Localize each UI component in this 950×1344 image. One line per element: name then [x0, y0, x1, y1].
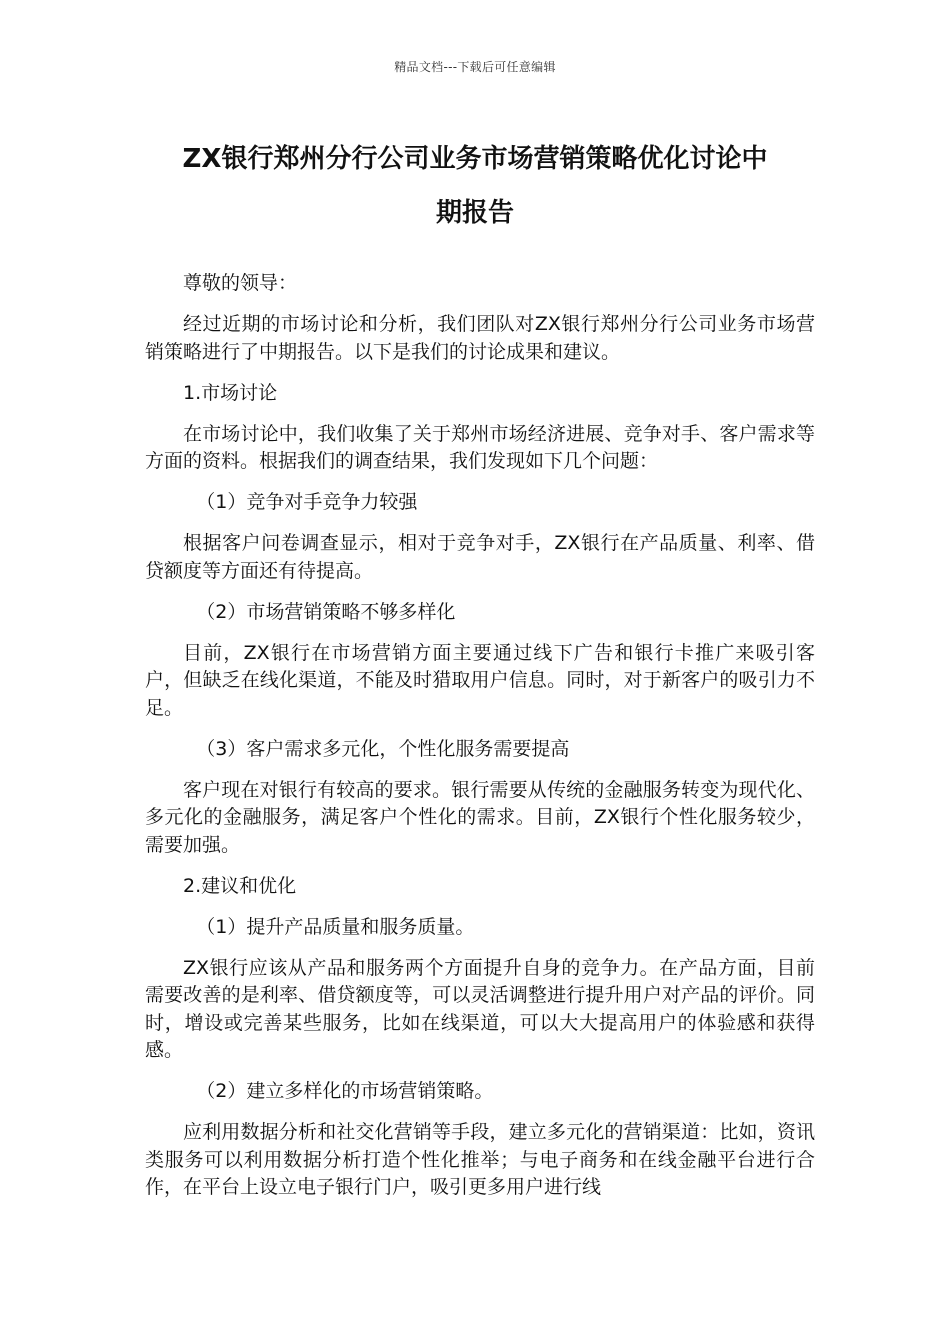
salutation: 尊敬的领导：	[183, 272, 298, 294]
section-heading-suggestions: 2.建议和优化	[183, 874, 297, 897]
quality-paragraph: ZX银行应该从产品和服务两个方面提升自身的竞争力。在产品方面，目前需要改善的是利率、借贷额度等，可以灵活调整进行提升用户对产品的评价。同时，增设或完善某些服务，比如在线渠道，可以大大提高用户的体验感和获得感。	[145, 956, 815, 1061]
subheading-diversified-marketing: （2）建立多样化的市场营销策略。	[196, 1080, 494, 1102]
intro-paragraph: 经过近期的市场讨论和分析，我们团队对ZX银行郑州分行公司业务市场营销策略进行了中期报告。以下是我们的讨论成果和建议。	[145, 313, 815, 363]
document-title	[130, 132, 820, 240]
customer-needs-paragraph: 客户现在对银行有较高的要求。银行需要从传统的金融服务转变为现代化、多元化的金融服务，满足客户个性化的需求。目前，ZX银行个性化服务较少，需要加强。	[145, 778, 815, 856]
document-body	[145, 270, 815, 1215]
subheading-marketing-strategy: （2）市场营销策略不够多样化	[196, 600, 456, 623]
diversified-marketing-paragraph: 应利用数据分析和社交化营销等手段，建立多元化的营销渠道：比如，资讯类服务可以利用数据分析打造个性化推举；与电子商务和在线金融平台进行合作，在平台上设立电子银行门户，吸引更多用户进行线	[145, 1121, 815, 1198]
subheading-customer-needs: （3）客户需求多元化，个性化服务需要提高	[196, 737, 570, 760]
subheading-competition: （1）竞争对手竞争力较强	[196, 491, 418, 513]
title-line-2: 期报告	[435, 198, 514, 228]
subheading-quality: （1）提升产品质量和服务质量。	[196, 915, 475, 938]
section-heading-market: 1.市场讨论	[183, 381, 278, 404]
page-header-note: 精品文档---下载后可任意编辑	[394, 60, 556, 74]
marketing-strategy-paragraph: 目前，ZX银行在市场营销方面主要通过线下广告和银行卡推广来吸引客户，但缺乏在线化渠道，不能及时猎取用户信息。同时，对于新客户的吸引力不足。	[145, 641, 815, 719]
market-paragraph: 在市场讨论中，我们收集了关于郑州市场经济进展、竞争对手、客户需求等方面的资料。根据我们的调查结果，我们发现如下几个问题：	[145, 422, 815, 472]
title-line-1: ZX银行郑州分行公司业务市场营销策略优化讨论中	[182, 144, 768, 174]
competition-paragraph: 根据客户问卷调查显示，相对于竞争对手，ZX银行在产品质量、利率、借贷额度等方面还有待提高。	[145, 532, 815, 582]
